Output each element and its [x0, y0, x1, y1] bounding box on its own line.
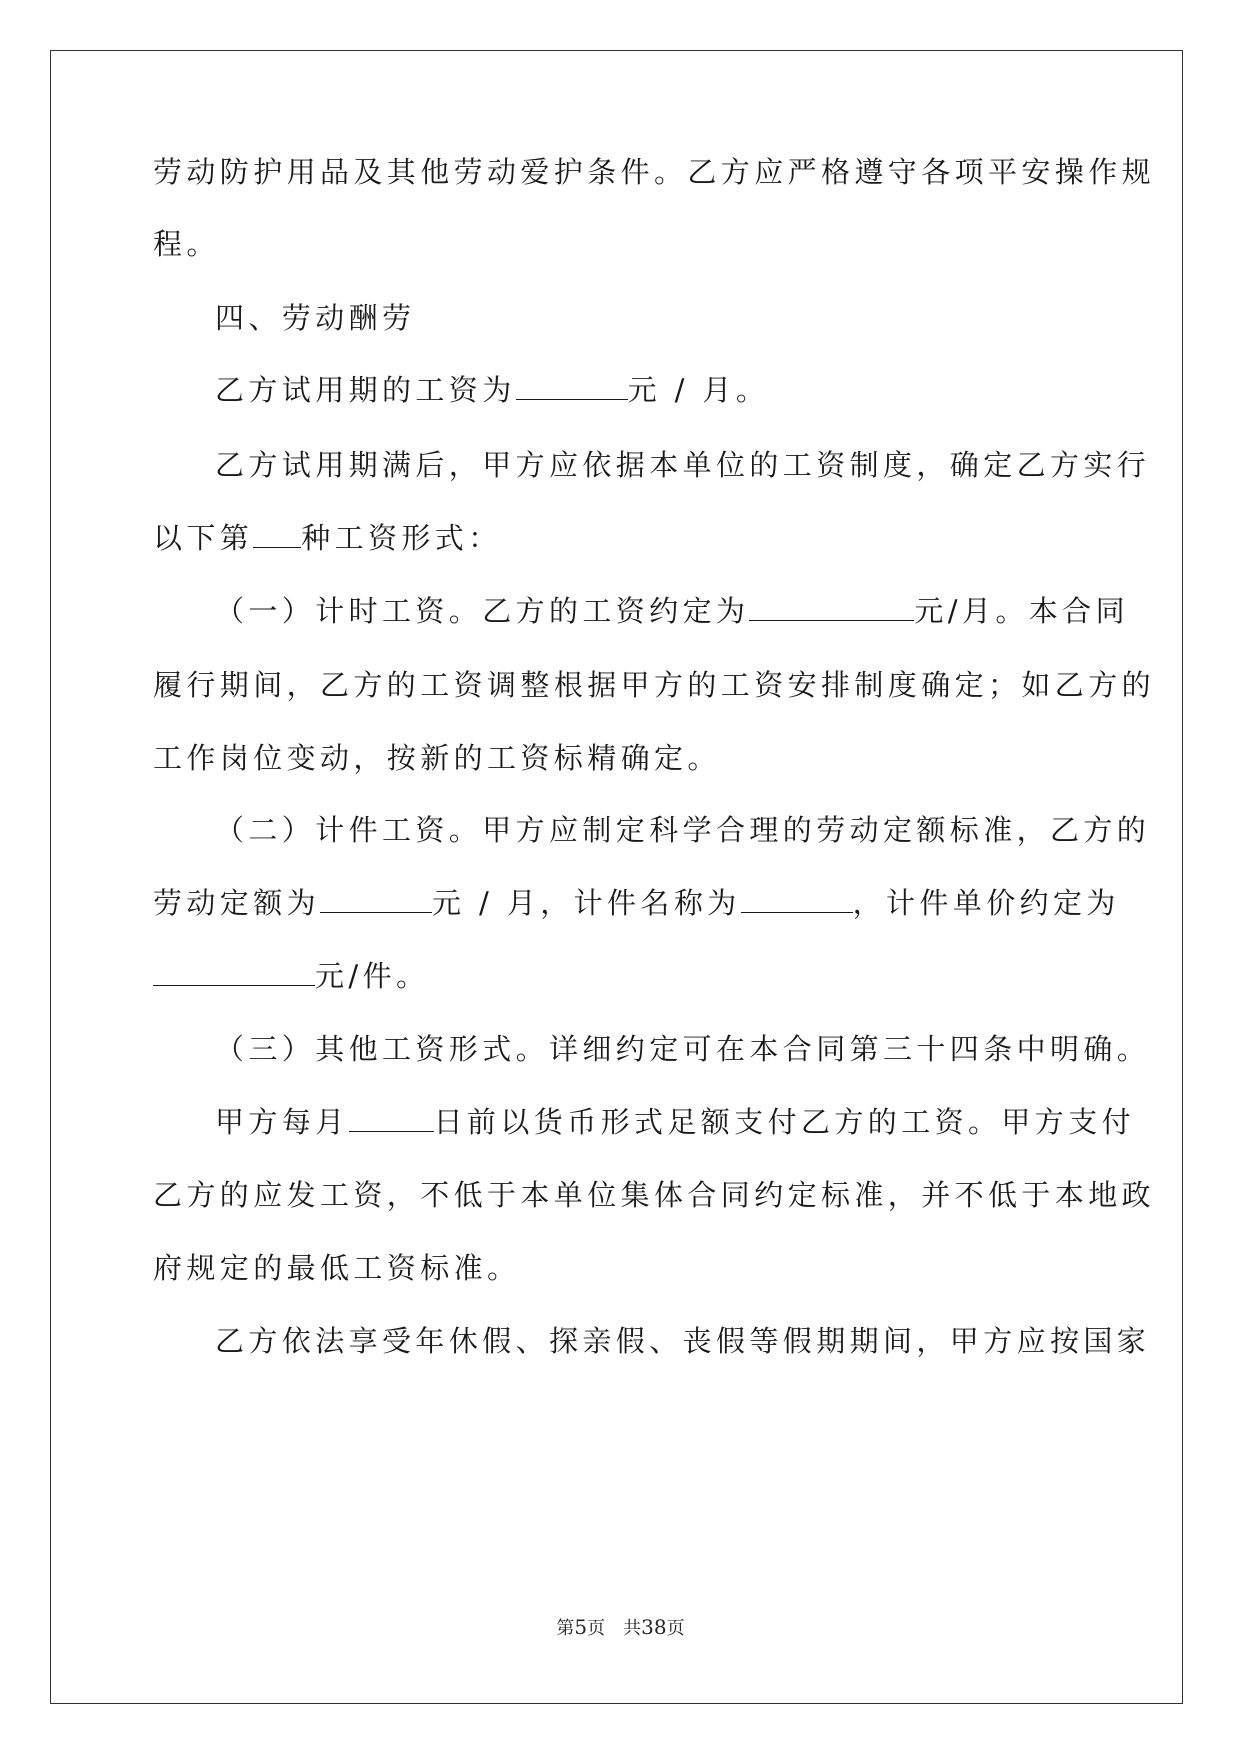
- time-wage-line: [215, 591, 1155, 631]
- footer-page-number: 5: [574, 1615, 588, 1639]
- piece-name-blank: [741, 890, 853, 913]
- piece-price-unit: 元/件。: [315, 959, 430, 993]
- wage-form-suffix: 种工资形式：: [301, 521, 502, 555]
- piece-price-blank: [153, 963, 315, 986]
- page-footer: [0, 1614, 1241, 1640]
- piece-quota-text: 劳动定额为: [153, 886, 321, 920]
- piece-price-text: ，计件单价约定为: [852, 886, 1120, 920]
- paragraph-line-10: （二）计件工资。甲方应制定科学合理的劳动定额标准，乙方的: [215, 813, 1151, 847]
- paragraph-line-9: 工作岗位变动，按新的工资标精确定。: [153, 741, 721, 775]
- time-wage-text: （一）计时工资。乙方的工资约定为: [215, 594, 750, 628]
- time-wage-suffix: 元/月。本合同: [914, 594, 1129, 628]
- probation-wage-text: 乙方试用期的工资为: [215, 373, 516, 407]
- piece-quota-blank: [320, 890, 432, 913]
- paragraph-line-1: 劳动防护用品及其他劳动爱护条件。乙方应严格遵守各项平安操作规: [153, 155, 1156, 189]
- wage-form-text: 以下第: [153, 521, 254, 555]
- paragraph-line-16: 府规定的最低工资标准。: [153, 1251, 521, 1285]
- wage-form-blank: [253, 525, 301, 548]
- paragraph-line-15: 乙方的应发工资，不低于本单位集体合同约定标准，并不低于本地政: [153, 1178, 1156, 1212]
- paragraph-line-5: 乙方试用期满后，甲方应依据本单位的工资制度，确定乙方实行: [215, 448, 1151, 482]
- section-heading-labor-pay: 四、劳动酬劳: [215, 301, 416, 335]
- piece-price-line: [153, 956, 1093, 996]
- paragraph-line-13: （三）其他工资形式。详细约定可在本合同第三十四条中明确。: [215, 1032, 1151, 1066]
- payday-blank: [349, 1109, 434, 1132]
- piece-quota-line: [153, 883, 1120, 923]
- time-wage-blank: [749, 598, 914, 621]
- footer-prefix: 第: [556, 1618, 575, 1639]
- footer-middle: 页 共: [587, 1618, 642, 1639]
- payday-line: [215, 1102, 1155, 1142]
- paragraph-line-17: 乙方依法享受年休假、探亲假、丧假等假期期间，甲方应按国家: [215, 1324, 1151, 1358]
- paragraph-line-8: 履行期间，乙方的工资调整根据甲方的工资安排制度确定；如乙方的: [153, 668, 1156, 702]
- payday-suffix: 日前以货币形式足额支付乙方的工资。甲方支付: [433, 1105, 1136, 1139]
- footer-total-pages: 38: [641, 1615, 667, 1639]
- footer-suffix: 页: [666, 1618, 685, 1639]
- piece-name-text: 元 / 月，计件名称为: [432, 886, 741, 920]
- probation-wage-blank: [516, 377, 628, 400]
- payday-text: 甲方每月: [215, 1105, 349, 1139]
- paragraph-line-2: 程。: [153, 227, 220, 261]
- probation-wage-line: [215, 370, 1155, 410]
- wage-form-line: [153, 518, 1093, 558]
- probation-wage-unit: 元 / 月。: [627, 373, 770, 407]
